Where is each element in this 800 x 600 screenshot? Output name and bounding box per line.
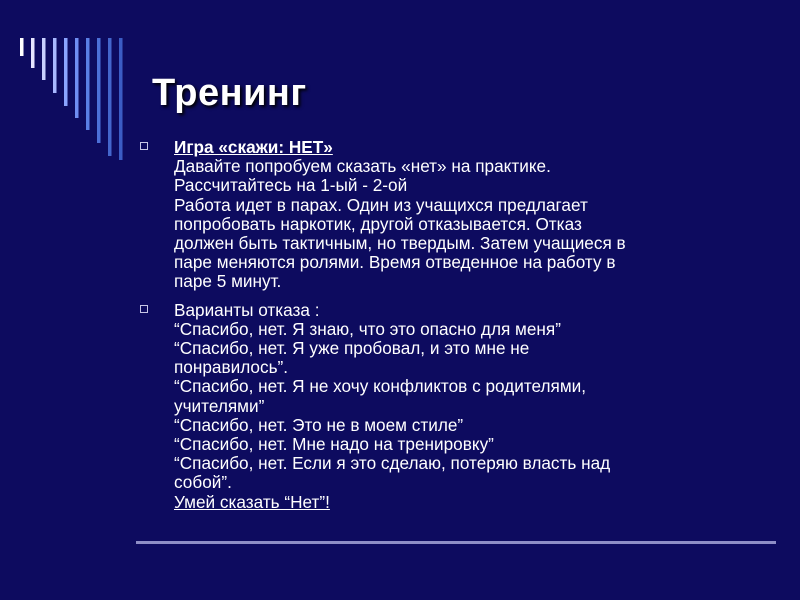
refusal-line: “Спасибо, нет. Я уже пробовал, и это мне не — [174, 338, 530, 359]
game-heading: Игра «скажи: НЕТ» — [174, 137, 333, 157]
bullet-refusals — [140, 301, 740, 512]
bullet-game — [140, 138, 740, 292]
refusal-line: “Спасибо, нет. Я не хочу конфликтов с родителями, — [174, 376, 587, 397]
refusal-line: Варианты отказа : — [174, 299, 320, 320]
square-bullet-icon — [140, 305, 148, 313]
game-line: Работа идет в парах. Один из учащихся предлагает — [174, 194, 588, 215]
game-line: Рассчитайтесь на 1-ый - 2-ой — [174, 175, 408, 196]
refusal-line: “Спасибо, нет. Мне надо на тренировку” — [174, 434, 494, 455]
slide-content — [140, 138, 740, 521]
refusal-line: собой”. — [174, 472, 232, 493]
refusal-line: учителями” — [174, 395, 265, 416]
decorative-stripes — [0, 0, 140, 160]
closing-link: Умей сказать “Нет”! — [174, 491, 330, 512]
refusal-line: понравилось”. — [174, 357, 289, 378]
game-line: Давайте попробуем сказать «нет» на практике. — [174, 156, 551, 177]
slide-title: Тренинг — [152, 72, 307, 114]
game-line: паре меняются ролями. Время отведенное на работу в — [174, 252, 616, 273]
game-line: паре 5 минут. — [174, 271, 282, 292]
footer-divider — [136, 541, 776, 544]
square-bullet-icon — [140, 142, 148, 150]
refusal-line: “Спасибо, нет. Это не в моем стиле” — [174, 414, 464, 435]
game-line: должен быть тактичным, но твердым. Затем учащиеся в — [174, 233, 626, 254]
game-line: попробовать наркотик, другой отказывается. Отказ — [174, 213, 582, 234]
refusal-line: “Спасибо, нет. Если я это сделаю, потеряю власть над — [174, 453, 611, 474]
refusal-line: “Спасибо, нет. Я знаю, что это опасно для меня” — [174, 318, 561, 339]
